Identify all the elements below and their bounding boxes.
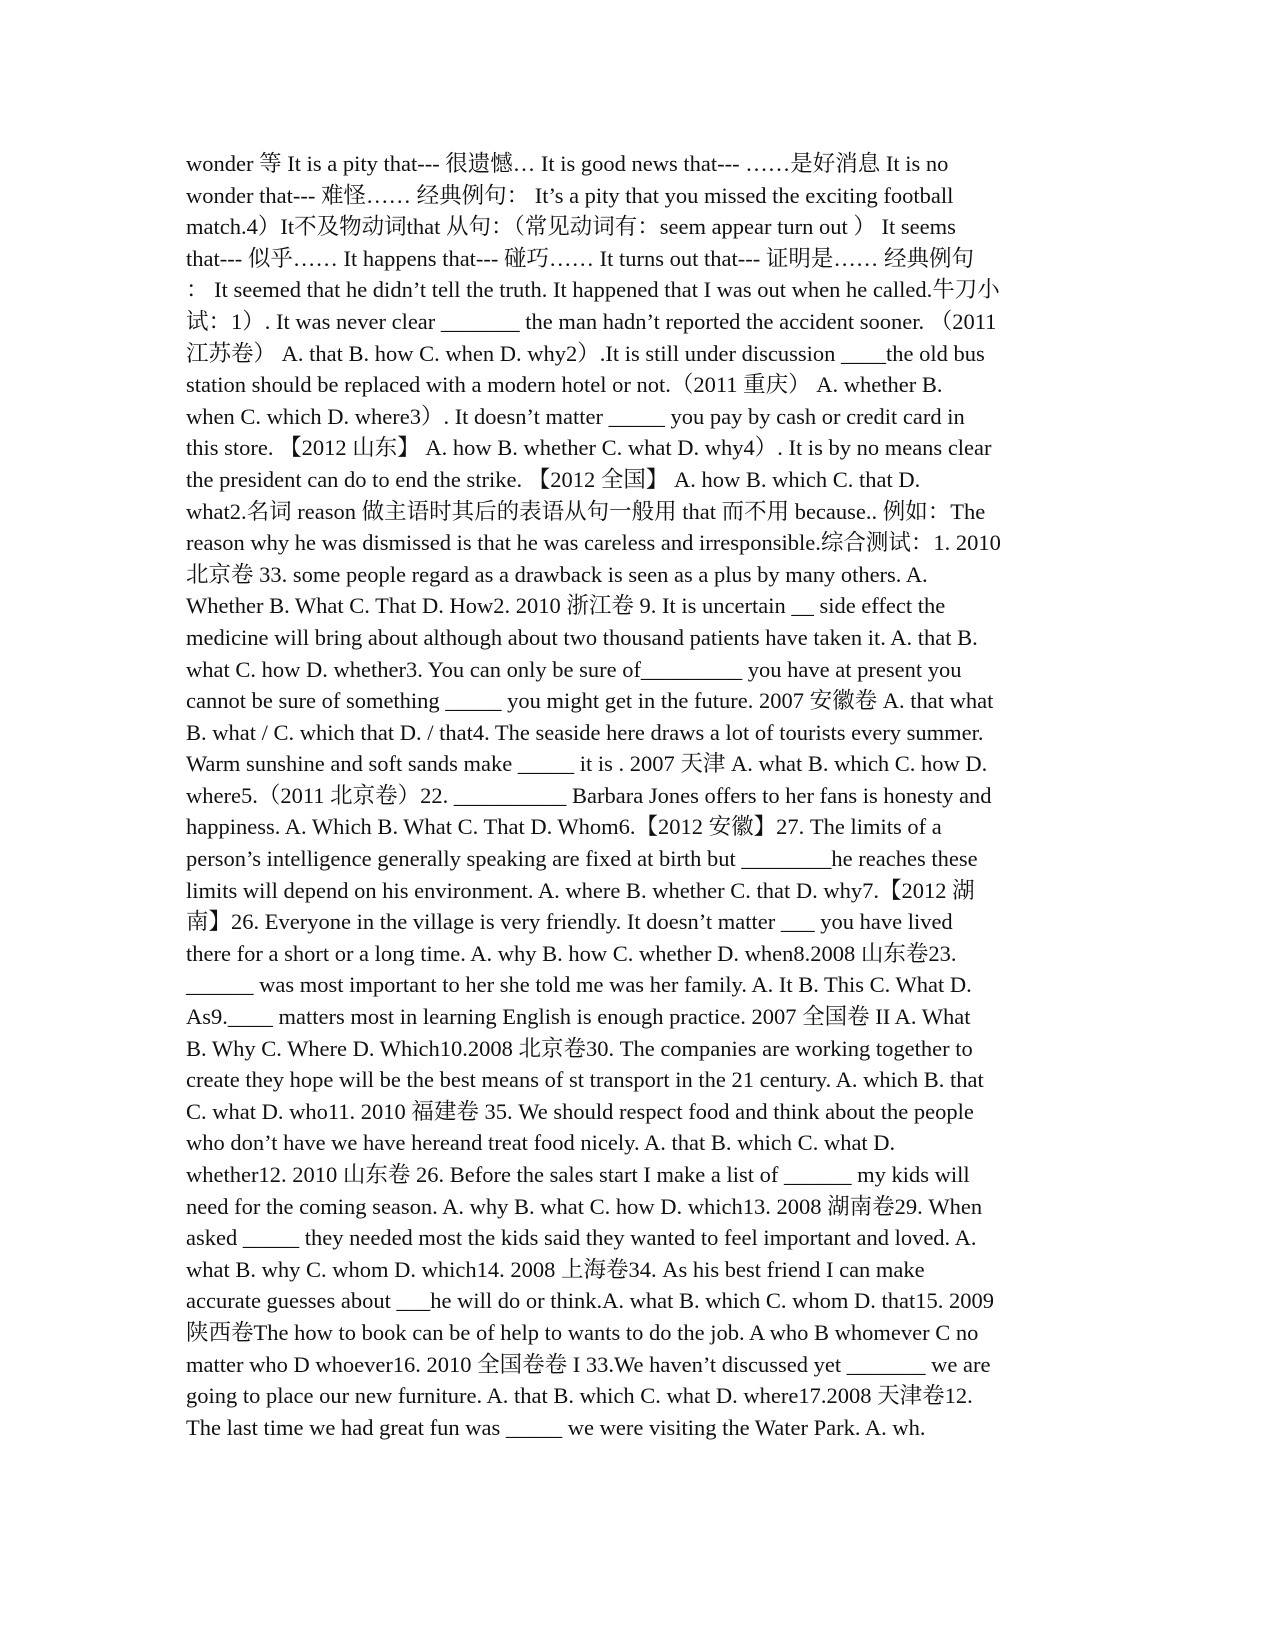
text-line: this store. 【2012 山东】 A. how B. whether C. what D. why4）. It is by no means clear (186, 435, 992, 461)
text-line: The last time we had great fun was _____ we were visiting the Water Park. A. wh. (186, 1414, 926, 1440)
text-line: 北京卷 33. some people regard as a drawback is seen as a plus by many others. A. (186, 561, 928, 587)
text-line: medicine will bring about although about two thousand patients have taken it. A. that B. (186, 624, 978, 650)
text-line: B. what / C. which that D. / that4. The seaside here draws a lot of tourists every summer. (186, 719, 984, 745)
text-line: where5.（2011 北京卷）22. __________ Barbara Jones offers to her fans is honesty and (186, 782, 992, 808)
text-line: 陕西卷The how to book can be of help to wants to do the job. A who B whomever C no (186, 1319, 979, 1345)
text-line: C. what D. who11. 2010 福建卷 35. We should respect food and think about the people (186, 1098, 974, 1124)
text-line: who don’t have we have hereand treat food nicely. A. that B. which C. what D. (186, 1130, 896, 1156)
text-line: station should be replaced with a modern hotel or not.（2011 重庆） A. whether B. (186, 372, 943, 398)
text-line: what B. why C. whom D. which14. 2008 上海卷34. As his best friend I can make (186, 1256, 925, 1282)
text-line: reason why he was dismissed is that he was careless and irresponsible.综合测试：1. 2010 (186, 530, 1001, 556)
body-text (186, 148, 1106, 1443)
text-line: the president can do to end the strike. 【2012 全国】 A. how B. which C. that D. (186, 466, 921, 492)
text-line: wonder 等 It is a pity that--- 很遗憾… It is good news that--- ……是好消息 It is no (186, 151, 949, 176)
text-line: ： It seemed that he didn’t tell the truth. It happened that I was out when he called.牛刀小 (186, 277, 1000, 303)
text-line: that--- 似乎…… It happens that--- 碰巧…… It turns out that--- 证明是…… 经典例句 (186, 245, 974, 271)
text-line: there for a short or a long time. A. why B. how C. whether D. when8.2008 山东卷23. (186, 940, 957, 966)
text-line: B. Why C. Where D. Which10.2008 北京卷30. The companies are working together to (186, 1035, 973, 1061)
text-line: whether12. 2010 山东卷 26. Before the sales start I make a list of ______ my kids will (186, 1162, 970, 1187)
text-line: create they hope will be the best means of st transport in the 21 century. A. which B. that (186, 1067, 984, 1093)
text-line: happiness. A. Which B. What C. That D. Whom6.【2012 安徽】27. The limits of a (186, 814, 942, 840)
text-line: what C. how D. whether3. You can only be sure of_________ you have at present you (186, 656, 962, 682)
text-line: Whether B. What C. That D. How2. 2010 浙江卷 9. It is uncertain __ side effect the (186, 593, 946, 619)
text-line: matter who D whoever16. 2010 全国卷卷 I 33.We haven’t discussed yet _______ we are (186, 1351, 991, 1377)
text-line: going to place our new furniture. A. that B. which C. what D. where17.2008 天津卷12. (186, 1383, 973, 1409)
text-line: person’s intelligence generally speaking are fixed at birth but ________he reaches these (186, 846, 978, 872)
text-line: need for the coming season. A. why B. what C. how D. which13. 2008 湖南卷29. When (186, 1193, 983, 1219)
text-line: match.4）It不及物动词that 从句：（常见动词有：seem appear turn out ） It seems (186, 214, 956, 240)
text-line: asked _____ they needed most the kids said they wanted to feel important and loved. A. (186, 1225, 977, 1251)
text-line: ______ was most important to her she told me was her family. A. It B. This C. What D. (186, 972, 972, 998)
text-line: 江苏卷） A. that B. how C. when D. why2）.It is still under discussion ____the old bus (186, 340, 985, 366)
text-line: Warm sunshine and soft sands make _____ it is . 2007 天津 A. what B. which C. how D. (186, 751, 988, 777)
text-line: 南】26. Everyone in the village is very friendly. It doesn’t matter ___ you have lived (186, 909, 953, 935)
text-line: when C. which D. where3）. It doesn’t matter _____ you pay by cash or credit card in (186, 403, 965, 429)
text-line: what2.名词 reason 做主语时其后的表语从句一般用 that 而不用 because.. 例如：The (186, 498, 986, 524)
text-line: As9.____ matters most in learning English is enough practice. 2007 全国卷 II A. What (186, 1004, 971, 1030)
text-line: wonder that--- 难怪…… 经典例句： It’s a pity that you missed the exciting football (186, 182, 954, 208)
text-line: 试：1）. It was never clear _______ the man hadn’t reported the accident sooner. （2011 (186, 308, 997, 334)
text-line: cannot be sure of something _____ you might get in the future. 2007 安徽卷 A. that what (186, 688, 994, 714)
text-line: limits will depend on his environment. A. where B. whether C. that D. why7.【2012 湖 (186, 877, 975, 903)
text-line: accurate guesses about ___he will do or think.A. what B. which C. whom D. that15. 2009 (186, 1288, 994, 1314)
